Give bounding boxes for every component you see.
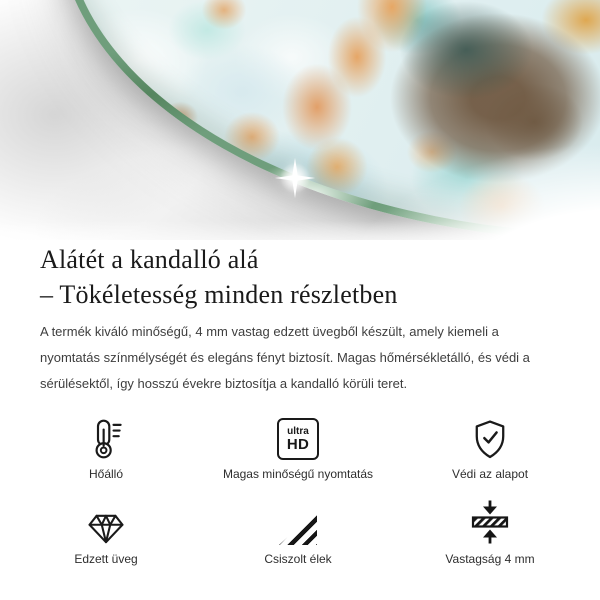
thermometer-icon xyxy=(90,412,122,460)
ultra-hd-badge-top-text: ultra xyxy=(287,426,309,437)
features-grid xyxy=(0,412,600,566)
ultra-hd-badge xyxy=(277,418,319,460)
ultra-hd-badge-bottom-text: HD xyxy=(286,436,310,453)
shield-check-icon xyxy=(473,412,507,460)
feature-label: Csiszolt élek xyxy=(264,552,332,566)
polished-edges-icon xyxy=(279,497,317,545)
feature-label: Védi az alapot xyxy=(451,467,529,481)
feature-tempered-glass xyxy=(10,497,202,566)
feature-polished-edges xyxy=(202,497,394,566)
thickness-icon xyxy=(470,497,510,545)
feature-label: Vastagság 4 mm xyxy=(445,552,535,566)
feature-label: Hőálló xyxy=(88,467,124,481)
feature-thickness xyxy=(394,497,586,566)
page-title-line2: – Tökéletesség minden részletben xyxy=(40,280,398,309)
hero-product-image xyxy=(0,0,600,240)
feature-print-quality xyxy=(202,412,394,481)
intro-paragraph: A termék kiváló minőségű, 4 mm vastag edzett üvegből készült, amely kiemeli a nyomtatás színmélységét és elegáns fényt biztosít. Magas hőmérsékletálló, és védi a sérülésektől, így hosszú évekre biztosítja a kandalló körüli teret. xyxy=(40,324,530,391)
ultra-hd-icon xyxy=(277,412,319,460)
diagonal-stripes-shape xyxy=(279,511,317,545)
feature-label: Edzett üveg xyxy=(74,552,138,566)
feature-heat-resistant xyxy=(10,412,202,481)
content-section xyxy=(0,242,600,397)
page-title xyxy=(40,242,560,312)
feature-protects-base xyxy=(394,412,586,481)
page-title-line1: Alátét a kandalló alá xyxy=(40,245,259,274)
sparkle-glint-icon xyxy=(272,155,318,201)
feature-label: Magas minőségű nyomtatás xyxy=(222,467,374,481)
diamond-icon xyxy=(87,497,125,545)
